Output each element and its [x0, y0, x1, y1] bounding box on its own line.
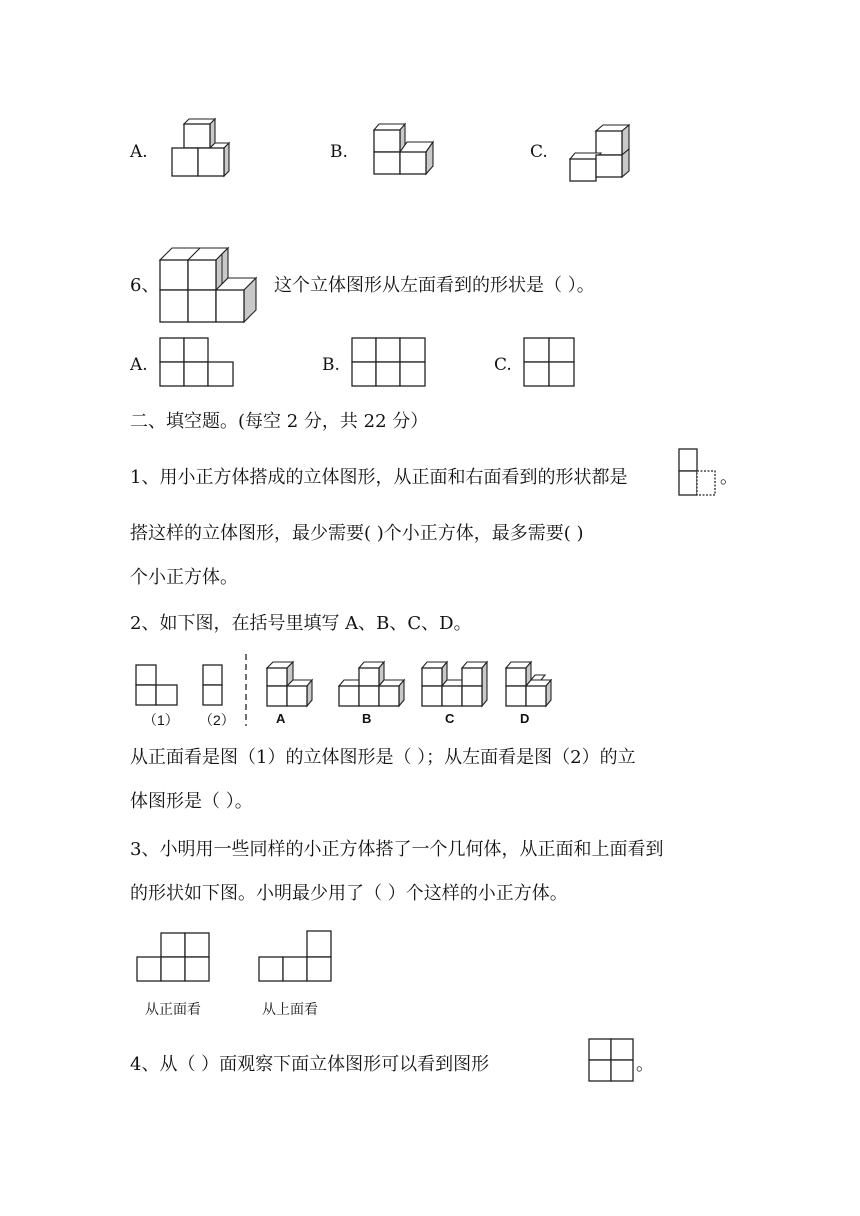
q5-option-a-figure — [170, 118, 234, 180]
q5-option-c-figure — [566, 123, 636, 183]
fill2-label-2: （2） — [199, 712, 235, 728]
fill2-label-c: C — [445, 711, 455, 726]
fill2-solid-c — [421, 660, 491, 710]
fill1-line2: 搭这样的立体图形，最少需要( )个小正方体，最多需要( ) — [130, 523, 584, 544]
fill2-view-1 — [135, 664, 181, 708]
fill2-label-d: D — [520, 711, 530, 726]
q6-option-a-figure — [160, 338, 236, 390]
fill4-text: 4、从（ ）面观察下面立体图形可以看到图形 — [130, 1054, 490, 1075]
q6-solid-figure — [158, 244, 264, 324]
fill2-solid-b — [338, 660, 408, 710]
fill2-line1: 2、如下图，在括号里填写 A、B、C、D。 — [130, 613, 472, 634]
q5-option-b-figure — [372, 122, 442, 178]
fill3-label-top: 从上面看 — [262, 1001, 318, 1017]
fill2-label-a: A — [276, 711, 286, 726]
fill2-line3: 体图形是（ ）。 — [130, 791, 253, 812]
fill2-divider — [244, 654, 248, 728]
fill2-label-b: B — [362, 711, 372, 726]
q5-option-b-label: B. — [330, 142, 348, 162]
q6-question: 这个立体图形从左面看到的形状是（ ）。 — [274, 275, 595, 296]
q5-option-a-label: A. — [130, 142, 148, 162]
section-title: 二、填空题。(每空 2 分，共 22 分） — [130, 411, 429, 432]
fill3-line2: 的形状如下图。小明最少用了（ ）个这样的小正方体。 — [130, 883, 568, 904]
q6-option-a-label: A. — [130, 355, 148, 375]
fill1-line1-end: 。 — [720, 467, 738, 488]
fill2-line2: 从正面看是图（1）的立体图形是（ ）；从左面看是图（2）的立 — [130, 747, 636, 768]
q6-option-c-figure — [524, 338, 576, 390]
q6-number: 6、 — [130, 275, 160, 296]
fill3-label-front: 从正面看 — [145, 1001, 201, 1017]
fill1-line3: 个小正方体。 — [130, 567, 238, 588]
q6-option-b-figure — [352, 338, 428, 390]
fill4-text-end: 。 — [636, 1054, 654, 1075]
fill3-front-view — [137, 932, 215, 984]
fill2-view-2 — [202, 664, 226, 708]
fill2-label-1: （1） — [143, 712, 179, 728]
fill4-view-figure — [588, 1038, 636, 1084]
fill2-solid-d — [505, 660, 557, 710]
fill3-line1: 3、小明用一些同样的小正方体搭了一个几何体，从正面和上面看到 — [130, 839, 664, 860]
q5-option-c-label: C. — [530, 142, 548, 162]
q6-option-c-label: C. — [494, 355, 512, 375]
fill2-solid-a — [266, 660, 318, 710]
fill1-line1: 1、用小正方体搭成的立体图形，从正面和右面看到的形状都是 — [130, 467, 628, 488]
q6-option-b-label: B. — [322, 355, 340, 375]
fill1-view-figure — [678, 448, 720, 498]
fill3-top-view — [257, 930, 335, 984]
